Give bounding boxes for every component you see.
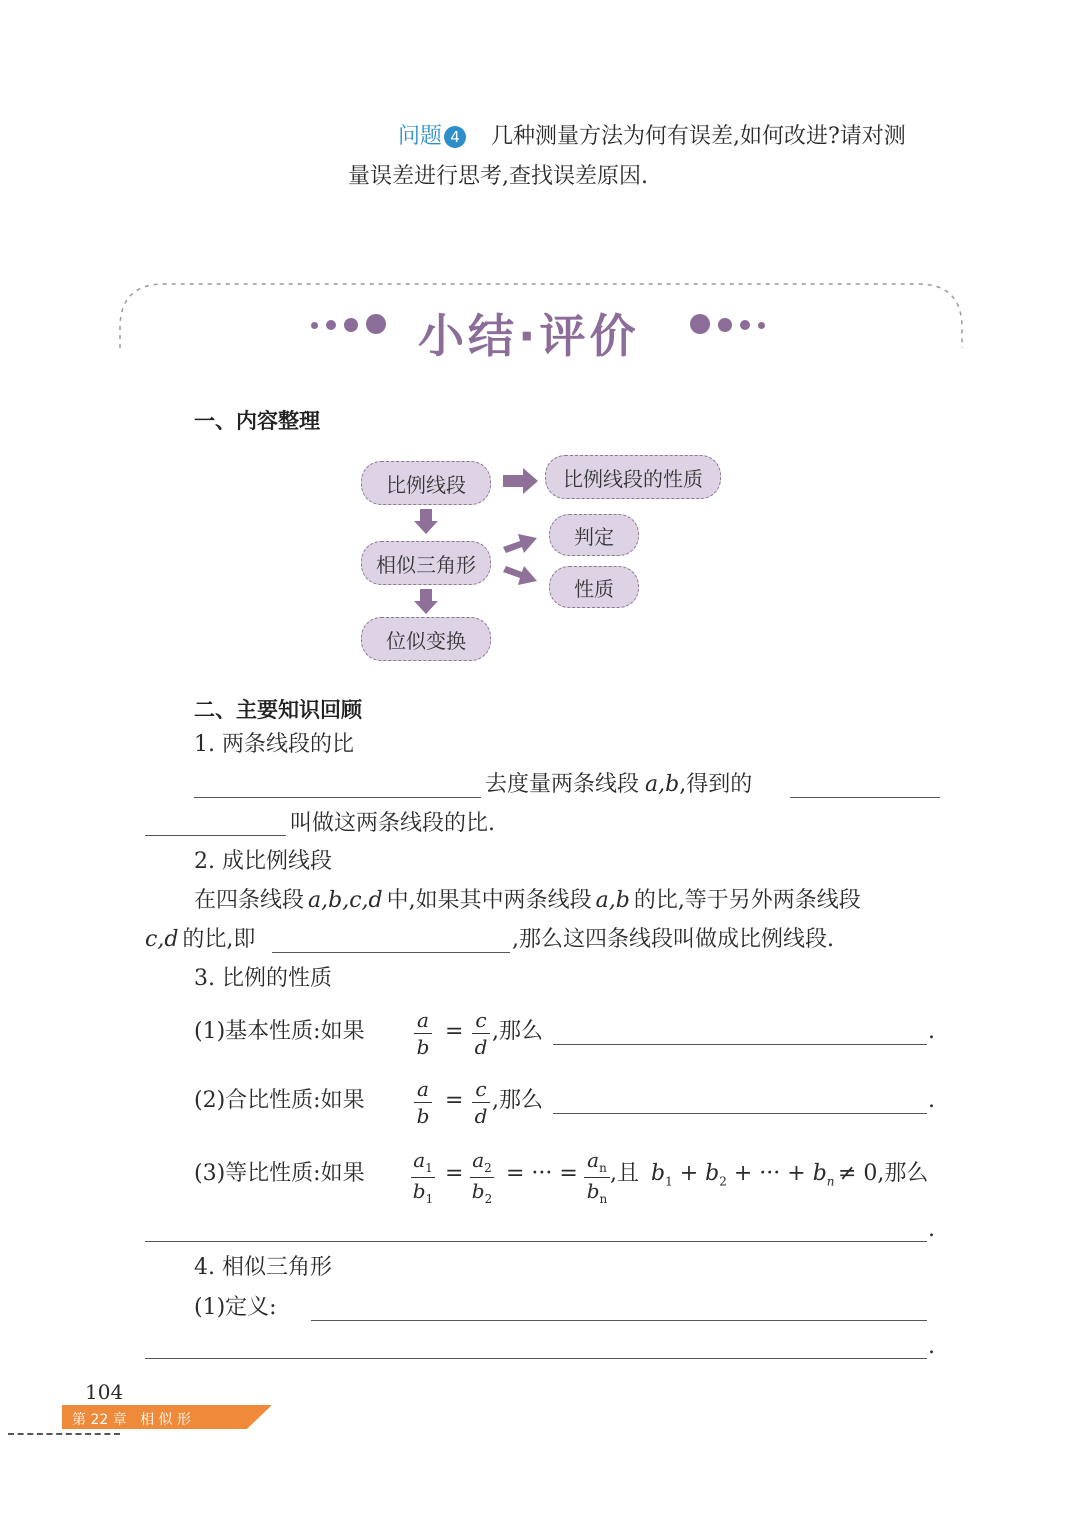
flow-node-proportional-segments: 比例线段: [361, 461, 491, 505]
flow-node-criteria: 判定: [549, 514, 639, 556]
item2-text-d: 的比,即: [182, 927, 256, 952]
item1-line1: [485, 774, 752, 796]
item1-text-a: 去度量两条线段: [485, 772, 640, 797]
item2-vars-ab: a,b: [595, 888, 630, 913]
section2-heading: 二、主要知识回顾: [194, 698, 362, 722]
item2-line1: [194, 890, 861, 912]
period: .: [928, 1019, 935, 1044]
fraction-c-over-d: c d: [472, 1010, 490, 1057]
arrow-up-right-icon: [503, 534, 537, 553]
chapter-label: 第 22 章 相 似 形: [72, 1412, 191, 1428]
fraction-a1-over-b1: $a_1$ $b_1$: [412, 1148, 434, 1206]
arrow-down-icon: [414, 509, 438, 534]
period: .: [928, 1217, 935, 1242]
fraction-a2-over-b2: $a_2$ $b_2$: [471, 1148, 493, 1206]
footer-dashed-line: [8, 1433, 120, 1435]
item1-vars: a,b: [645, 772, 680, 797]
arrow-down-right-icon: [503, 566, 537, 585]
page-number: 104: [85, 1380, 124, 1404]
equals-sign: =: [445, 1161, 464, 1186]
fraction-an-over-bn: $a_n$ $b_n$: [584, 1150, 610, 1205]
flow-node-segment-properties: 比例线段的性质: [545, 455, 721, 499]
section1-heading: 一、内容整理: [194, 409, 320, 433]
item1-text-c: 叫做这两条线段的比.: [290, 811, 495, 836]
prop2-then: ,那么: [492, 1088, 543, 1113]
blank-2[interactable]: [272, 952, 510, 953]
flow-node-properties: 性质: [549, 566, 639, 608]
item2-text-b: 中,如果其中两条线段: [386, 888, 592, 913]
item3-title: 3. 比例的性质: [194, 966, 332, 991]
item2-vars-abcd: a,b,c,d: [308, 888, 383, 913]
flow-node-homothety: 位似变换: [361, 617, 491, 661]
item4-title: 4. 相似三角形: [194, 1255, 332, 1280]
prop2-label: (2)合比性质:如果: [194, 1088, 365, 1113]
question-text-line1: 几种测量方法为何有误差,如何改进?请对测: [491, 124, 906, 149]
fraction-a-over-b: a b: [414, 1010, 432, 1057]
blank-1b[interactable]: [790, 797, 940, 798]
equals-ellipsis: = ··· =: [506, 1161, 578, 1186]
banner-title: 小结·评价: [418, 309, 640, 363]
prop3-condition: ≠ 0,那么: [838, 1161, 929, 1186]
blank-4-2[interactable]: [145, 1358, 927, 1359]
item2-vars-cd: c,d: [145, 927, 179, 952]
sum-b: $b_1 + b_2$ + ··· + $b_n$: [651, 1161, 835, 1189]
item2-text-e: ,那么这四条线段叫做成比例线段.: [512, 927, 834, 952]
arrow-down-icon: [414, 589, 438, 614]
blank-4-1[interactable]: [311, 1320, 927, 1321]
item4-def-label: (1)定义:: [194, 1295, 277, 1320]
flow-arrows: [0, 0, 1080, 700]
period: .: [928, 1334, 935, 1359]
prop3-label: (3)等比性质:如果: [194, 1161, 365, 1186]
item2-text-c: 的比,等于另外两条线段: [633, 888, 861, 913]
equals-sign: =: [445, 1019, 464, 1044]
blank-3-3[interactable]: [145, 1241, 927, 1242]
blank-1c[interactable]: [145, 835, 286, 836]
item1-title: 1. 两条线段的比: [194, 732, 354, 757]
prop1-then: ,那么: [492, 1019, 543, 1044]
item2-text-a: 在四条线段: [194, 888, 305, 913]
flow-node-similar-triangles: 相似三角形: [361, 541, 491, 585]
arrow-right-icon: [503, 468, 538, 494]
period: .: [928, 1088, 935, 1113]
question-label: 问题: [398, 124, 443, 149]
fraction-c-over-d: c d: [472, 1079, 490, 1126]
blank-1a[interactable]: [194, 797, 481, 798]
question-text-line2: 量误差进行思考,查找误差原因.: [348, 164, 648, 189]
item2-title: 2. 成比例线段: [194, 849, 332, 874]
question-number-badge: 4: [444, 126, 466, 148]
item1-text-b: ,得到的: [679, 772, 753, 797]
equals-sign: =: [445, 1088, 464, 1113]
item2-line2a: [145, 929, 255, 951]
blank-3-1[interactable]: [553, 1044, 927, 1045]
blank-3-2[interactable]: [553, 1113, 927, 1114]
prop3-and: ,且: [610, 1161, 639, 1186]
prop1-label: (1)基本性质:如果: [194, 1019, 365, 1044]
fraction-a-over-b: a b: [414, 1079, 432, 1126]
